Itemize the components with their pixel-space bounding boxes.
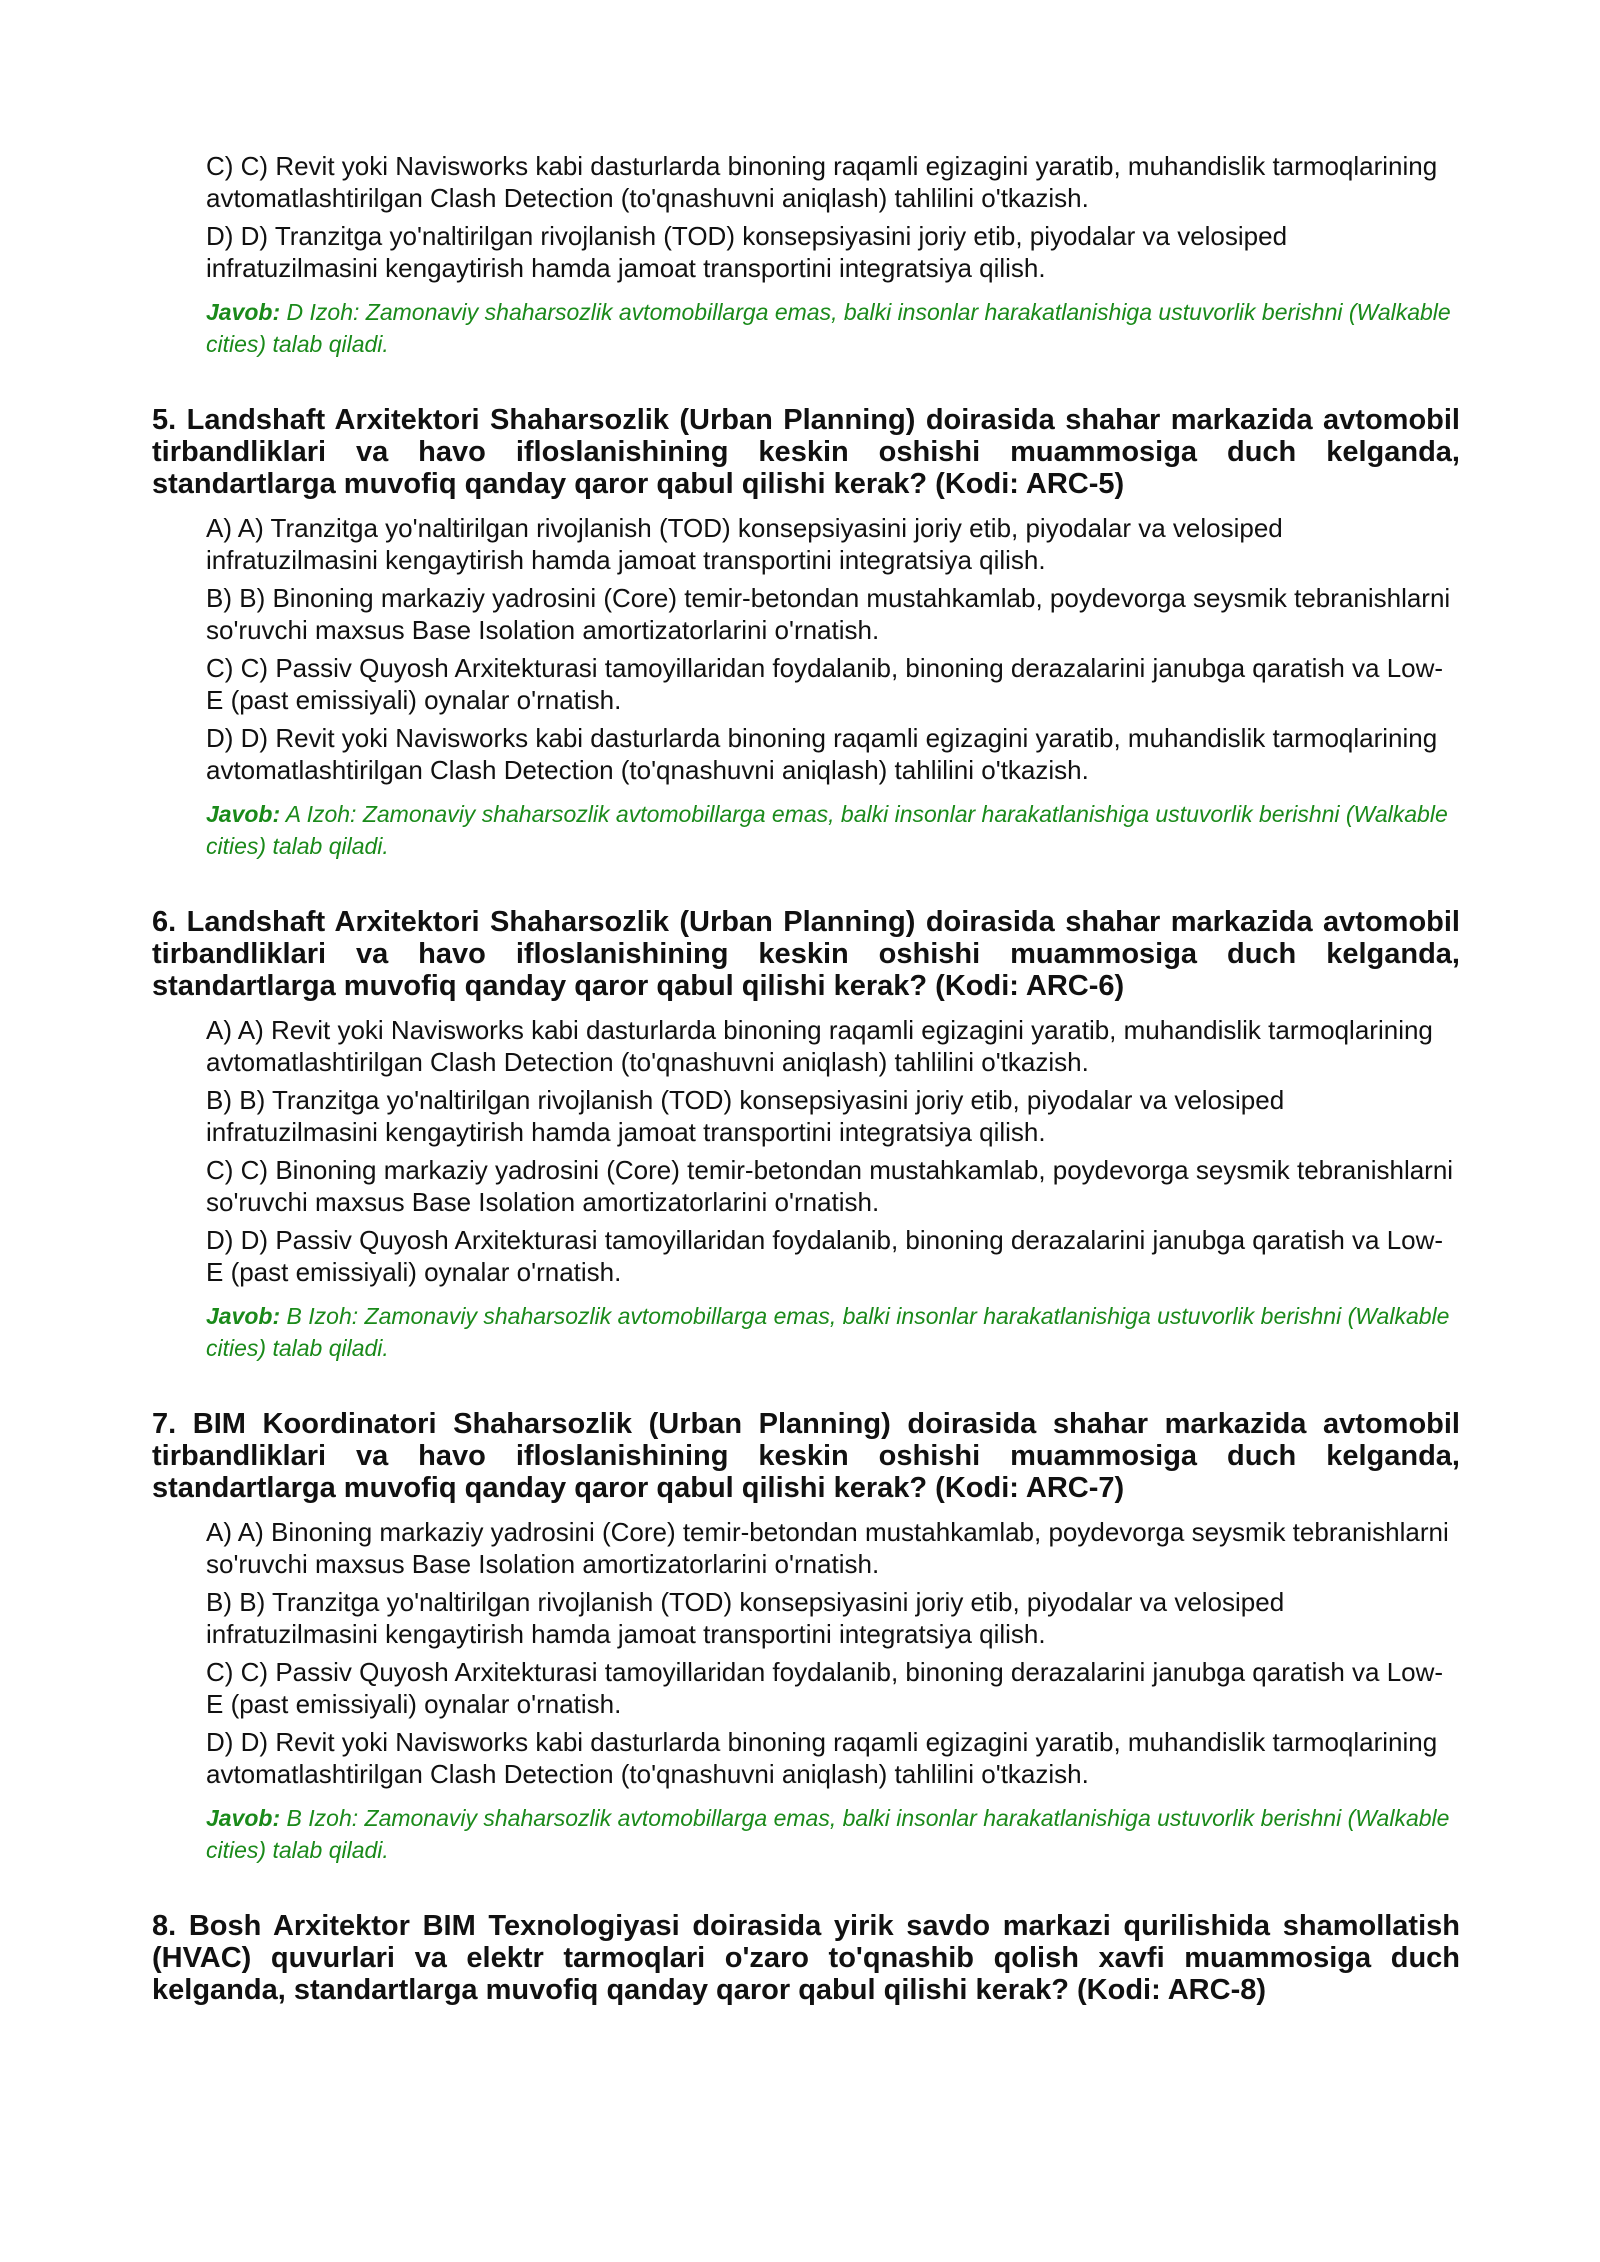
answer-label: Javob:: [206, 801, 281, 827]
answer-text: A Izoh: Zamonaviy shaharsozlik avtomobillarga emas, balki insonlar harakatlanishiga ustuvorlik berishni (Walkable cities) talab qiladi.: [206, 801, 1448, 859]
option-c: C) C) Revit yoki Navisworks kabi dasturlarda binoning raqamli egizagini yaratib, muhandislik tarmoqlarining avtomatlashtirilgan Clash Detection (to'qnashuvni aniqlash) tahlilini o'tkazish.: [206, 151, 1438, 213]
option-d: D) D) Tranzitga yo'naltirilgan rivojlanish (TOD) konsepsiyasini joriy etib, piyodalar va velosiped infratuzilmasini kengaytirish hamda jamoat transportini integratsiya qilish.: [206, 221, 1288, 283]
option-d: D) D) Revit yoki Navisworks kabi dasturlarda binoning raqamli egizagini yaratib, muhandislik tarmoqlarining avtomatlashtirilgan Clash Detection (to'qnashuvni aniqlash) tahlilini o'tkazish.: [206, 723, 1438, 785]
question-5: [152, 404, 1460, 862]
question-title: 6. Landshaft Arxitektori Shaharsozlik (Urban Planning) doirasida shahar markazida avtomobil tirbandliklari va havo ifloslanishining keskin oshishi muammosiga duch kelganda, standartlarga muvofiq qanday qaror qabul qilishi kerak? (Kodi: ARC-6): [152, 906, 1460, 1002]
option-b: B) B) Tranzitga yo'naltirilgan rivojlanish (TOD) konsepsiyasini joriy etib, piyodalar va velosiped infratuzilmasini kengaytirish hamda jamoat transportini integratsiya qilish.: [206, 1587, 1285, 1649]
question-title: 8. Bosh Arxitektor BIM Texnologiyasi doirasida yirik savdo markazi qurilishida shamollatish (HVAC) quvurlari va elektr tarmoqlari o'zaro to'qnashib qolish xavfi muammosiga duch kelganda, standartlarga muvofiq qanday qaror qabul qilishi kerak? (Kodi: ARC-8): [152, 1910, 1460, 2006]
answer-text: B Izoh: Zamonaviy shaharsozlik avtomobillarga emas, balki insonlar harakatlanishiga ustuvorlik berishni (Walkable cities) talab qiladi.: [206, 1303, 1450, 1361]
answer-text: B Izoh: Zamonaviy shaharsozlik avtomobillarga emas, balki insonlar harakatlanishiga ustuvorlik berishni (Walkable cities) talab qiladi.: [206, 1805, 1450, 1863]
answer-block: [206, 798, 1460, 862]
question-6: [152, 906, 1460, 1364]
answer-text: D Izoh: Zamonaviy shaharsozlik avtomobillarga emas, balki insonlar harakatlanishiga ustuvorlik berishni (Walkable cities) talab qiladi.: [206, 299, 1451, 357]
answer-label: Javob:: [206, 1805, 281, 1831]
option-b: B) B) Binoning markaziy yadrosini (Core) temir-betondan mustahkamlab, poydevorga seysmik tebranishlarni so'ruvchi maxsus Base Isolation amortizatorlarini o'rnatish.: [206, 583, 1451, 645]
question-8: [152, 1910, 1460, 2006]
answer-block: [206, 296, 1460, 360]
answer-block: [206, 1300, 1460, 1364]
option-c: C) C) Binoning markaziy yadrosini (Core) temir-betondan mustahkamlab, poydevorga seysmik tebranishlarni so'ruvchi maxsus Base Isolation amortizatorlarini o'rnatish.: [206, 1155, 1454, 1217]
answer-label: Javob:: [206, 299, 281, 325]
question-title: 7. BIM Koordinatori Shaharsozlik (Urban Planning) doirasida shahar markazida avtomobil tirbandliklari va havo ifloslanishining keskin oshishi muammosiga duch kelganda, standartlarga muvofiq qanday qaror qabul qilishi kerak? (Kodi: ARC-7): [152, 1408, 1460, 1504]
option-a: A) A) Tranzitga yo'naltirilgan rivojlanish (TOD) konsepsiyasini joriy etib, piyodalar va velosiped infratuzilmasini kengaytirish hamda jamoat transportini integratsiya qilish.: [206, 513, 1283, 575]
answer-label: Javob:: [206, 1303, 281, 1329]
option-d: D) D) Revit yoki Navisworks kabi dasturlarda binoning raqamli egizagini yaratib, muhandislik tarmoqlarining avtomatlashtirilgan Clash Detection (to'qnashuvni aniqlash) tahlilini o'tkazish.: [206, 1727, 1438, 1789]
option-c: C) C) Passiv Quyosh Arxitekturasi tamoyillaridan foydalanib, binoning derazalarini janubga qaratish va Low-E (past emissiyali) oynalar o'rnatish.: [206, 653, 1444, 715]
question-7: [152, 1408, 1460, 1866]
question-title: 5. Landshaft Arxitektori Shaharsozlik (Urban Planning) doirasida shahar markazida avtomobil tirbandliklari va havo ifloslanishining keskin oshishi muammosiga duch kelganda, standartlarga muvofiq qanday qaror qabul qilishi kerak? (Kodi: ARC-5): [152, 404, 1460, 500]
option-a: A) A) Binoning markaziy yadrosini (Core) temir-betondan mustahkamlab, poydevorga seysmik tebranishlarni so'ruvchi maxsus Base Isolation amortizatorlarini o'rnatish.: [206, 1517, 1449, 1579]
answer-block: [206, 1802, 1460, 1866]
page-content: [152, 150, 1460, 2018]
option-c: C) C) Passiv Quyosh Arxitekturasi tamoyillaridan foydalanib, binoning derazalarini janubga qaratish va Low-E (past emissiyali) oynalar o'rnatish.: [206, 1657, 1444, 1719]
option-a: A) A) Revit yoki Navisworks kabi dasturlarda binoning raqamli egizagini yaratib, muhandislik tarmoqlarining avtomatlashtirilgan Clash Detection (to'qnashuvni aniqlash) tahlilini o'tkazish.: [206, 1015, 1433, 1077]
question-4-tail: [152, 150, 1460, 360]
option-d: D) D) Passiv Quyosh Arxitekturasi tamoyillaridan foydalanib, binoning derazalarini janubga qaratish va Low-E (past emissiyali) oynalar o'rnatish.: [206, 1225, 1444, 1287]
option-b: B) B) Tranzitga yo'naltirilgan rivojlanish (TOD) konsepsiyasini joriy etib, piyodalar va velosiped infratuzilmasini kengaytirish hamda jamoat transportini integratsiya qilish.: [206, 1085, 1285, 1147]
